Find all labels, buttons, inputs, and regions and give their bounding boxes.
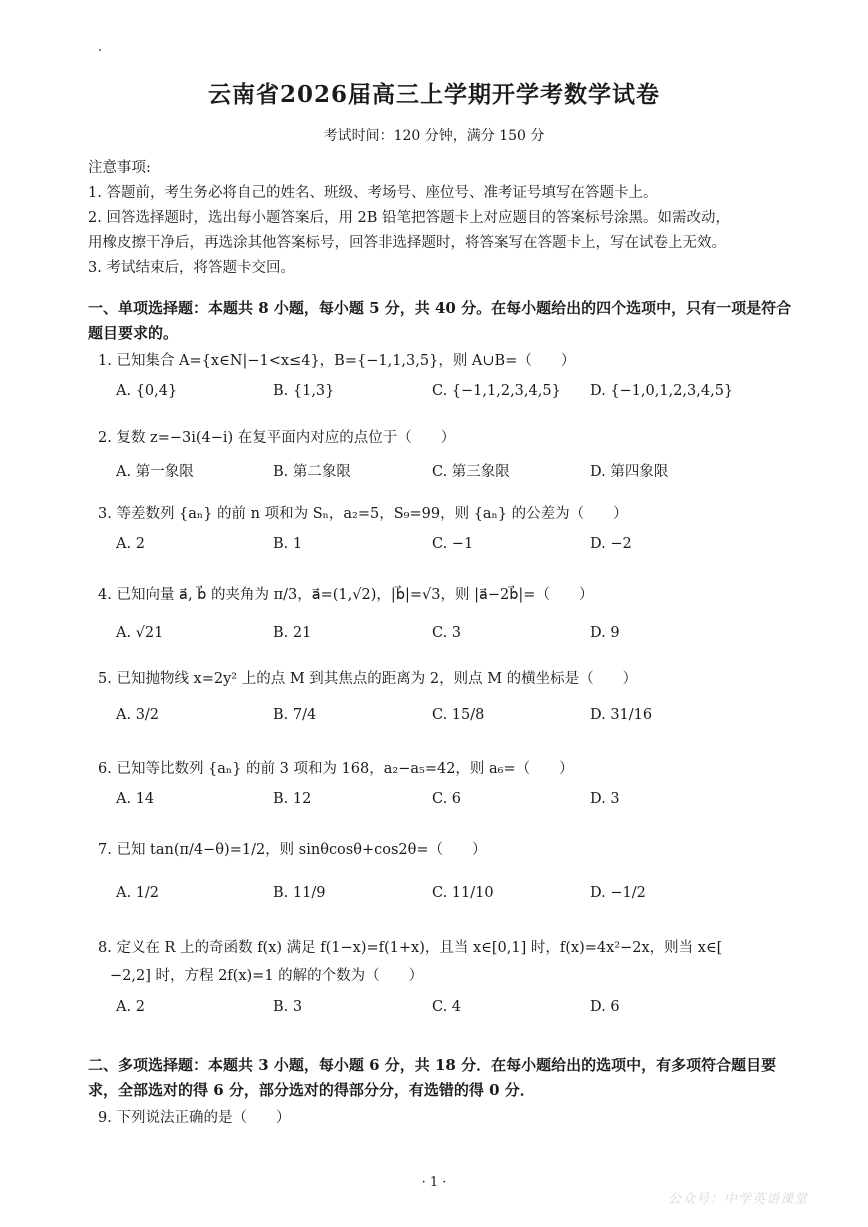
option-c: C. {−1,1,2,3,4,5} xyxy=(432,383,561,399)
option-b: B. 1 xyxy=(273,536,303,552)
option-b: B. 12 xyxy=(273,791,312,807)
watermark: 公众号：中学英语课堂 xyxy=(668,1192,809,1207)
option-b: B. 3 xyxy=(273,999,303,1015)
option-a: A. {0,4} xyxy=(116,383,178,399)
exam-subtitle: 考试时间：120 分钟，满分 150 分 xyxy=(323,128,545,144)
option-d: D. 9 xyxy=(590,625,620,641)
option-c: C. 11/10 xyxy=(432,885,494,901)
question-stem: 4. 已知向量 a⃗, b⃗ 的夹角为 π/3，a⃗=(1,√2)，|b⃗|=√3，则 |a⃗−2b⃗|=（ ） xyxy=(98,587,594,603)
question-stem: 2. 复数 z=−3i(4−i) 在复平面内对应的点位于（ ） xyxy=(98,430,456,446)
option-b: B. 7/4 xyxy=(273,707,317,723)
option-c: C. 3 xyxy=(432,625,462,641)
question-stem: 3. 等差数列 {aₙ} 的前 n 项和为 Sₙ，a₂=5，S₉=99，则 {aₙ} 的公差为（ ） xyxy=(98,506,628,522)
question-stem: 8. 定义在 R 上的奇函数 f(x) 满足 f(1−x)=f(1+x)，且当 x∈[0,1] 时，f(x)=4x²−2x，则当 x∈[ xyxy=(98,940,723,956)
question-stem-cont: −2,2] 时，方程 2f(x)=1 的解的个数为（ ） xyxy=(110,968,424,984)
option-d: D. −1/2 xyxy=(590,885,646,901)
option-d: D. −2 xyxy=(590,536,632,552)
section2-heading-cont: 求，全部选对的得 6 分，部分选对的得部分分，有选错的得 0 分． xyxy=(88,1081,535,1099)
option-a: A. 2 xyxy=(116,536,145,552)
option-c: C. 4 xyxy=(432,999,462,1015)
question-stem: 5. 已知抛物线 x=2y² 上的点 M 到其焦点的距离为 2，则点 M 的横坐标是（ ） xyxy=(98,671,638,687)
option-d: D. 31/16 xyxy=(590,707,653,723)
option-a: A. 3/2 xyxy=(116,707,160,723)
stray-dot xyxy=(99,49,101,51)
section1-heading: 一、单项选择题：本题共 8 小题，每小题 5 分，共 40 分。在每小题给出的四个选项中，只有一项是符合 xyxy=(88,299,792,317)
question-stem: 1. 已知集合 A={x∈N|−1<x≤4}，B={−1,1,3,5}，则 A∪B=（ ） xyxy=(98,353,576,369)
option-c: C. 15/8 xyxy=(432,707,485,723)
question-stem: 6. 已知等比数列 {aₙ} 的前 3 项和为 168，a₂−a₅=42，则 a₆=（ ） xyxy=(98,761,574,777)
option-d: D. {−1,0,1,2,3,4,5} xyxy=(590,383,734,399)
option-c: C. −1 xyxy=(432,536,474,552)
section1-heading-cont: 题目要求的。 xyxy=(88,324,179,342)
section2-heading: 二、多项选择题：本题共 3 小题，每小题 6 分，共 18 分．在每小题给出的选项中，有多项符合题目要 xyxy=(88,1056,777,1074)
option-a: A. √21 xyxy=(116,625,164,641)
page-number: · 1 · xyxy=(421,1175,447,1190)
option-a: A. 第一象限 xyxy=(116,464,194,480)
exam-title: 云南省2026届高三上学期开学考数学试卷 xyxy=(207,81,660,108)
option-b: B. 11/9 xyxy=(273,885,326,901)
notes-heading: 注意事项: xyxy=(88,160,151,176)
question-stem: 9. 下列说法正确的是（ ） xyxy=(98,1110,291,1126)
option-c: C. 6 xyxy=(432,791,462,807)
option-d: D. 第四象限 xyxy=(590,464,669,480)
option-b: B. 第二象限 xyxy=(273,464,351,480)
note-line: 2. 回答选择题时，选出每小题答案后，用 2B 铅笔把答题卡上对应题目的答案标号涂黑。如需改动， xyxy=(88,210,731,226)
option-d: D. 3 xyxy=(590,791,620,807)
option-a: A. 2 xyxy=(116,999,145,1015)
option-c: C. 第三象限 xyxy=(432,464,510,480)
note-line: 1. 答题前，考生务必将自己的姓名、班级、考场号、座位号、准考证号填写在答题卡上。 xyxy=(88,185,658,201)
option-b: B. {1,3} xyxy=(273,383,335,399)
note-line: 3. 考试结束后，将答题卡交回。 xyxy=(88,260,295,276)
question-stem: 7. 已知 tan(π/4−θ)=1/2，则 sinθcosθ+cos2θ=（ ） xyxy=(98,842,487,858)
note-line: 用橡皮擦干净后，再选涂其他答案标号，回答非选择题时，将答案写在答题卡上，写在试卷上无效。 xyxy=(88,235,726,251)
option-b: B. 21 xyxy=(273,625,312,641)
option-a: A. 14 xyxy=(116,791,155,807)
option-d: D. 6 xyxy=(590,999,620,1015)
option-a: A. 1/2 xyxy=(116,885,160,901)
